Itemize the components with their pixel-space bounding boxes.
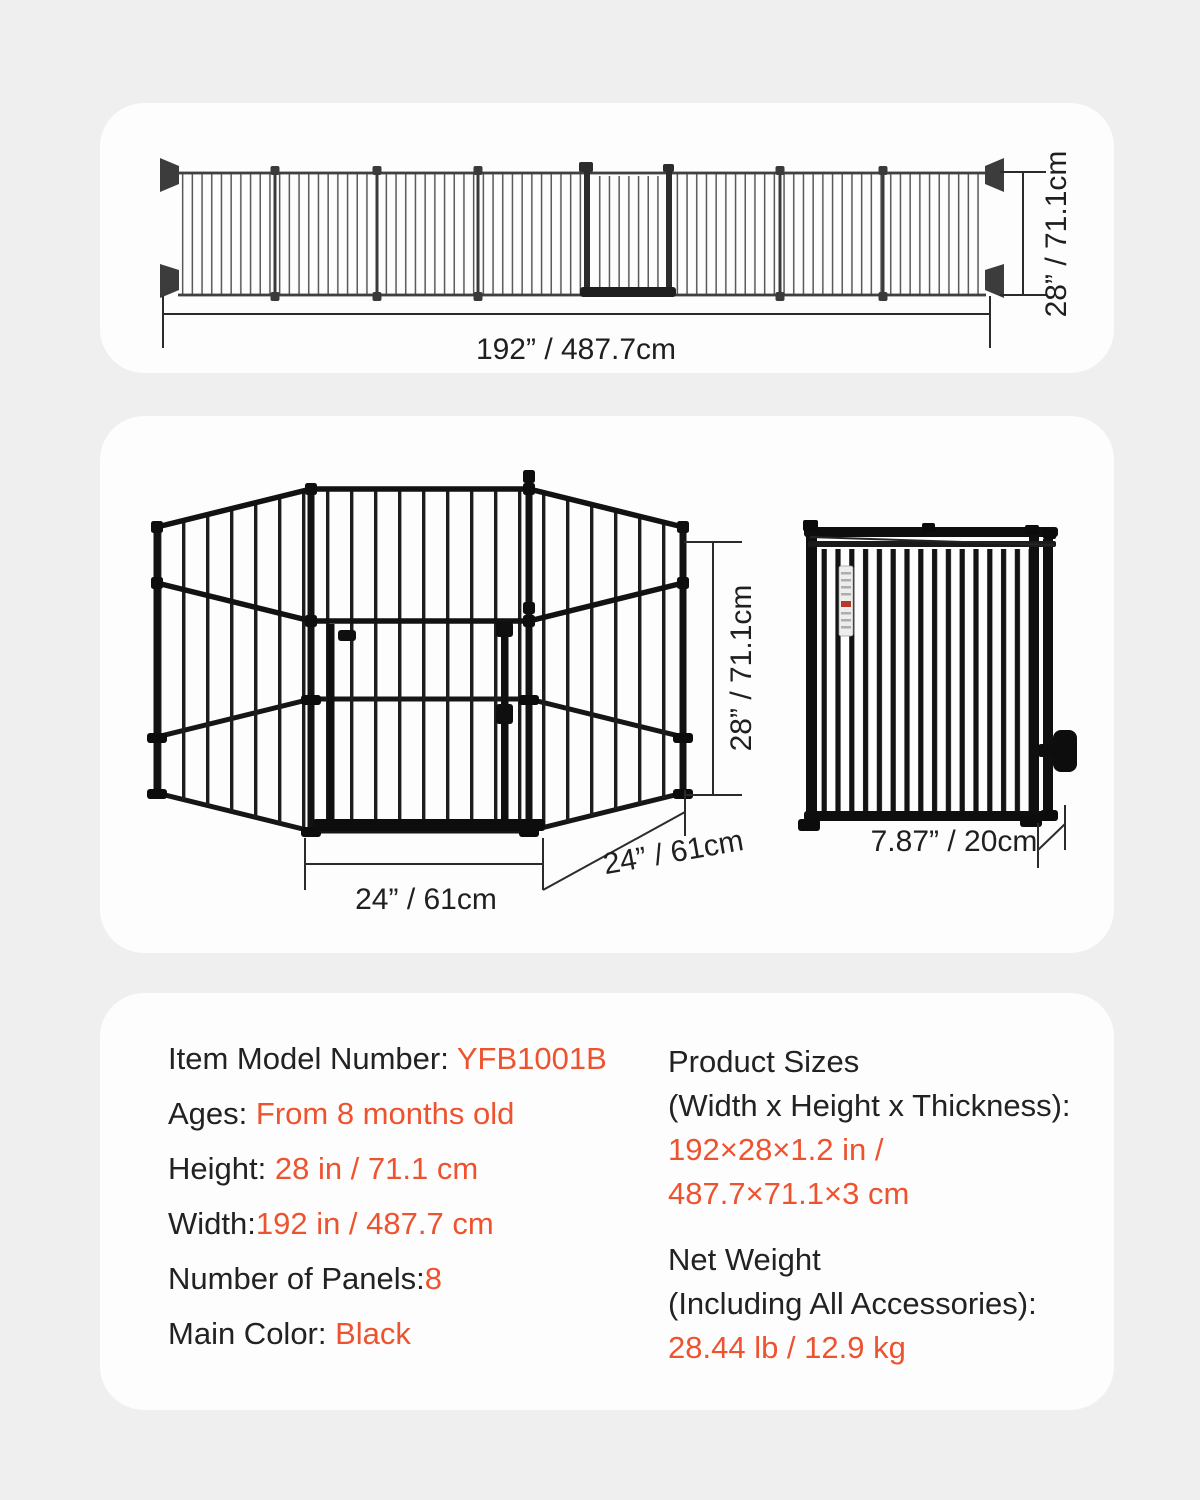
wall-bracket-icon: [985, 158, 1004, 192]
playpen-diagram-card: [100, 416, 1114, 953]
fence-panel-bars: [180, 174, 984, 294]
gate-bars: [594, 176, 662, 290]
spec-height: Height: 28 in / 71.1 cm: [168, 1151, 479, 1186]
fence-height-label: 28” / 71.1cm: [1040, 150, 1073, 318]
gate-hinge-icon: [496, 704, 513, 724]
gate-latch-icon: [338, 630, 356, 641]
folded-panel-illustration: [798, 520, 1077, 831]
wall-bracket-icon: [985, 264, 1004, 298]
wall-bracket-icon: [160, 158, 179, 192]
gate-handle-icon: [1053, 730, 1077, 772]
gate-latch-icon: [579, 162, 593, 172]
top-rail: [178, 172, 986, 175]
folded-thickness-label: 7.87” / 20cm: [870, 825, 1038, 858]
gate-threshold: [313, 819, 545, 831]
pen-front-width-label: 24” / 61cm: [355, 883, 497, 916]
gate-hinge-icon: [663, 164, 674, 172]
fence-width-label: 192” / 487.7cm: [475, 333, 677, 366]
specifications-card: [100, 993, 1114, 1410]
spec-number-of-panels: Number of Panels:8: [168, 1261, 442, 1296]
wall-bracket-icon: [160, 264, 179, 298]
spec-product-sizes: Product Sizes (Width x Height x Thickness): 192×28×1.2 in / 487.7×71.1×3 cm: [668, 1044, 1071, 1211]
spec-main-color: Main Color: Black: [168, 1316, 411, 1351]
spec-ages: Ages: From 8 months old: [168, 1096, 515, 1131]
pen-height-label: 28” / 71.1cm: [725, 584, 758, 752]
playpen-diagram: [100, 416, 1114, 953]
spec-width: Width:192 in / 487.7 cm: [168, 1206, 494, 1241]
spec-net-weight: Net Weight (Including All Accessories): 28.44 lb / 12.9 kg: [668, 1242, 1037, 1365]
gate-threshold: [580, 287, 676, 297]
octagon-playpen-illustration: [147, 470, 693, 837]
spec-item-model-number: Item Model Number: YFB1001B: [168, 1041, 607, 1076]
gate-hinge-icon: [496, 622, 513, 637]
wide-fence-diagram: [100, 103, 1114, 373]
pen-side-width-label: 24” / 61cm: [600, 824, 747, 882]
specs-right-column: [668, 1040, 1071, 1370]
warning-sticker: [839, 566, 853, 636]
fence-illustration: [160, 158, 1004, 301]
fence-width-diagram-card: [100, 103, 1114, 373]
specs-left-column: [168, 1040, 607, 1370]
